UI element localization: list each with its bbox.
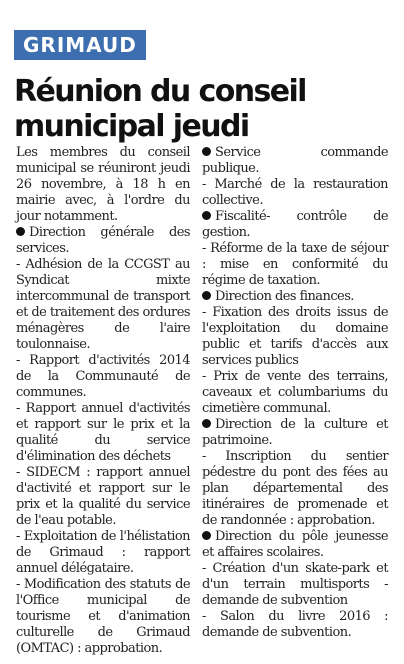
- paragraph-text: Les membres du conseil municipal se réuniront jeudi 26 novembre, à 18 h en mairie avec, à l'ordre du jour notamment.: [16, 145, 190, 224]
- paragraph-text: - Modification des statuts de l'Office municipal de tourisme et d'animation culturelle de Grimaud (OMTAC) : approbation.: [16, 577, 190, 656]
- paragraph-text: - Salon du livre 2016 : demande de subvention.: [202, 609, 388, 640]
- bullet-icon: [202, 419, 211, 428]
- agenda-paragraph: [16, 257, 190, 353]
- section-label: GRIMAUD: [14, 30, 146, 60]
- article-column-left: [16, 145, 190, 657]
- paragraph-text: - SIDECM : rapport annuel d'activité et rapport sur le prix et la qualité du service de l'eau potable.: [16, 465, 190, 528]
- agenda-paragraph: [202, 449, 388, 529]
- paragraph-text: - Réforme de la taxe de séjour : mise en conformité du régime de taxation.: [202, 241, 388, 288]
- paragraph-text: - Marché de la restauration collective.: [202, 177, 388, 208]
- bullet-icon: [202, 147, 211, 156]
- bullet-icon: [202, 531, 211, 540]
- paragraph-text: - Adhésion de la CCGST au Syndicat mixte intercommunal de transport et de traitement des ordures ménagères de l'aire toulonnaise.: [16, 257, 190, 352]
- agenda-paragraph: [202, 609, 388, 641]
- paragraph-text: - Rapport d'activités 2014 de la Communauté de communes.: [16, 353, 190, 400]
- agenda-paragraph: [16, 465, 190, 529]
- article-column-right: [202, 145, 388, 641]
- paragraph-text: - Inscription du sentier pédestre du pont des fées au plan départemental des itinéraires de promenade et de randonnée : approbation.: [202, 449, 388, 528]
- agenda-paragraph: [16, 529, 190, 577]
- bullet-icon: [202, 211, 211, 220]
- paragraph-text: - Exploitation de l'hélistation de Grimaud : rapport annuel délégataire.: [16, 529, 190, 576]
- agenda-heading: [16, 225, 190, 257]
- agenda-paragraph: [16, 577, 190, 657]
- agenda-paragraph: [202, 561, 388, 609]
- agenda-heading: [202, 289, 388, 305]
- bullet-icon: [16, 227, 25, 236]
- agenda-heading: [202, 529, 388, 561]
- paragraph-text: - Prix de vente des terrains, caveaux et columbariums du cimetière communal.: [202, 369, 388, 416]
- agenda-paragraph: [16, 401, 190, 465]
- paragraph-text: - Rapport annuel d'activités et rapport sur le prix et la qualité du service d'élimination des déchets: [16, 401, 190, 464]
- paragraph-text: Direction générale des services.: [16, 225, 190, 256]
- bullet-icon: [202, 291, 211, 300]
- agenda-heading: [202, 417, 388, 449]
- agenda-paragraph: [16, 145, 190, 225]
- agenda-heading: [202, 145, 388, 177]
- paragraph-text: - Fixation des droits issus de l'exploitation du domaine public et tarifs d'accès aux services publics: [202, 305, 388, 368]
- agenda-paragraph: [202, 241, 388, 289]
- paragraph-text: Direction de la culture et patrimoine.: [202, 417, 388, 448]
- headline: Réunion du conseil municipal jeudi: [14, 74, 306, 144]
- agenda-paragraph: [202, 305, 388, 369]
- paragraph-text: Service commande publique.: [202, 145, 388, 176]
- agenda-paragraph: [16, 353, 190, 401]
- paragraph-text: - Création d'un skate-park et d'un terrain multisports - demande de subvention: [202, 561, 388, 608]
- agenda-paragraph: [202, 369, 388, 417]
- paragraph-text: Fiscalité- contrôle de gestion.: [202, 209, 388, 240]
- agenda-paragraph: [202, 177, 388, 209]
- paragraph-text: Direction du pôle jeunesse et affaires scolaires.: [202, 529, 388, 560]
- paragraph-text: Direction des finances.: [215, 289, 354, 304]
- agenda-heading: [202, 209, 388, 241]
